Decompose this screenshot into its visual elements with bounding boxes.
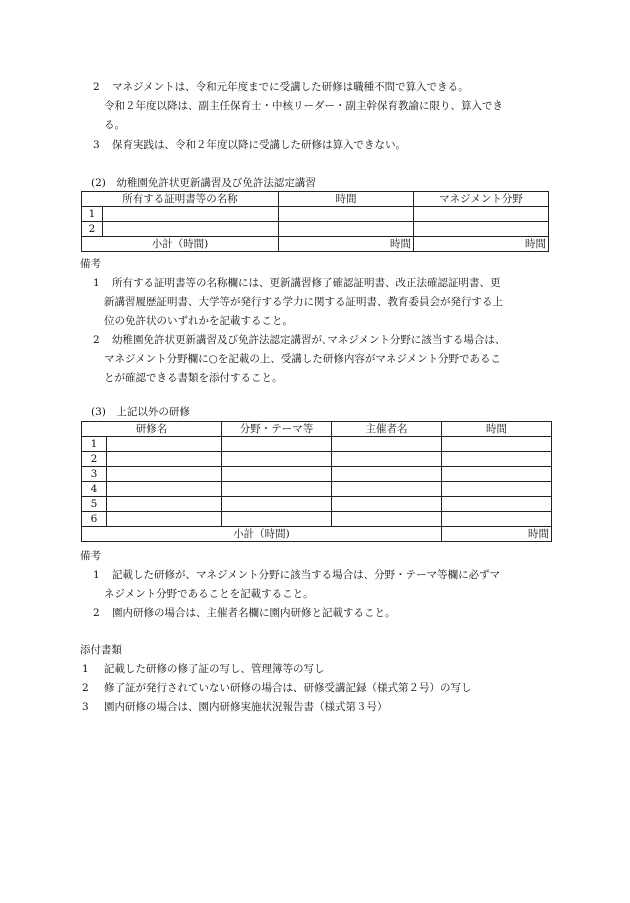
organizer-cell[interactable] [332, 437, 442, 452]
row-number: 2 [82, 222, 103, 237]
subtotal-label: 小計（時間) [82, 527, 442, 542]
header-organizer: 主催者名 [332, 422, 442, 437]
attachment-3-number: 3 [82, 701, 89, 713]
s2-remark-1-line2: 新講習履歴証明書、大学等が発行する学力に関する証明書、教育委員会が発行する上 [104, 296, 503, 308]
training-name-cell[interactable] [107, 452, 222, 467]
subtotal-management-unit: 時間 [414, 237, 549, 252]
cert-name-cell[interactable] [103, 222, 279, 237]
attachment-2-text: 修了証が発行されていない研修の場合は、研修受講記録（様式第２号）の写し [104, 682, 472, 694]
note-3-line1: 保育実践は、令和２年度以降に受講した研修は算入できない。 [112, 139, 406, 151]
note-3-number: 3 [93, 139, 100, 151]
section2-remarks-title: 備考 [80, 258, 101, 270]
organizer-cell[interactable] [332, 467, 442, 482]
subtotal-row [82, 527, 552, 542]
s2-remark-1-line3: 位の免許状のいずれかを記載すること。 [104, 315, 293, 327]
attachment-2-number: 2 [82, 682, 89, 694]
table-row [82, 467, 552, 482]
s3-remark-2-line1: 園内研修の場合は、主催者名欄に園内研修と記載すること。 [112, 607, 396, 619]
row-number: 5 [82, 497, 107, 512]
subtotal-label: 小計（時間) [82, 237, 279, 252]
row-number: 6 [82, 512, 107, 527]
hours-cell[interactable] [442, 437, 552, 452]
header-management: マネジメント分野 [414, 192, 549, 207]
note-2-line3: る。 [104, 119, 125, 131]
note-2-line1: マネジメントは、令和元年度までに受講した研修は職種不問で算入できる。 [112, 81, 469, 93]
row-number: 1 [82, 437, 107, 452]
hours-cell[interactable] [279, 207, 414, 222]
attachments-title: 添付書類 [80, 644, 122, 656]
table-row [82, 482, 552, 497]
table-row [82, 452, 552, 467]
section2-title: (2) 幼稚園免許状更新講習及び免許法認定講習 [91, 177, 316, 189]
hours-cell[interactable] [442, 512, 552, 527]
row-number: 4 [82, 482, 107, 497]
section3-table [81, 421, 552, 542]
training-name-cell[interactable] [107, 512, 222, 527]
attachment-1-number: 1 [82, 663, 89, 675]
organizer-cell[interactable] [332, 497, 442, 512]
attachment-3-text: 園内研修の場合は、園内研修実施状況報告書（様式第３号） [104, 701, 388, 713]
note-2-line2: 令和２年度以降は、副主任保育士・中核リーダー・副主幹保育教諭に限り、算入でき [104, 100, 503, 112]
attachment-1-text: 記載した研修の修了証の写し、管理簿等の写し [104, 663, 325, 675]
subtotal-hours-unit: 時間 [442, 527, 552, 542]
section2-table [81, 191, 549, 252]
table-header-row [82, 192, 549, 207]
section3-remarks-title: 備考 [80, 550, 101, 562]
row-number: 2 [82, 452, 107, 467]
training-name-cell[interactable] [107, 482, 222, 497]
field-theme-cell[interactable] [222, 452, 332, 467]
section3-title: (3) 上記以外の研修 [91, 406, 190, 418]
s2-remark-2-line1: 幼稚園免許状更新講習及び免許法認定講習が､マネジメント分野に該当する場合は、 [112, 334, 506, 346]
s3-remark-1-line1: 記載した研修が、マネジメント分野に該当する場合は、分野・テーマ等欄に必ずマ [112, 569, 501, 581]
header-field-theme: 分野・テーマ等 [222, 422, 332, 437]
training-name-cell[interactable] [107, 467, 222, 482]
header-hours: 時間 [442, 422, 552, 437]
table-row [82, 497, 552, 512]
cert-name-cell[interactable] [103, 207, 279, 222]
s2-remark-2-line2: マネジメント分野欄に○を記載の上、受講した研修内容がマネジメント分野であるこ [104, 353, 502, 365]
organizer-cell[interactable] [332, 452, 442, 467]
organizer-cell[interactable] [332, 482, 442, 497]
s2-remark-1-line1: 所有する証明書等の名称欄には、更新講習修了確認証明書、改正法確認証明書、更 [112, 277, 501, 289]
field-theme-cell[interactable] [222, 437, 332, 452]
management-cell[interactable] [414, 222, 549, 237]
management-cell[interactable] [414, 207, 549, 222]
note-2-number: 2 [93, 81, 100, 93]
subtotal-row [82, 237, 549, 252]
field-theme-cell[interactable] [222, 512, 332, 527]
header-cert-name: 所有する証明書等の名称 [82, 192, 279, 207]
header-training-name: 研修名 [82, 422, 222, 437]
table-header-row [82, 422, 552, 437]
hours-cell[interactable] [442, 467, 552, 482]
header-hours: 時間 [279, 192, 414, 207]
hours-cell[interactable] [442, 497, 552, 512]
training-name-cell[interactable] [107, 497, 222, 512]
hours-cell[interactable] [279, 222, 414, 237]
hours-cell[interactable] [442, 482, 552, 497]
organizer-cell[interactable] [332, 512, 442, 527]
table-row [82, 222, 549, 237]
table-row [82, 207, 549, 222]
field-theme-cell[interactable] [222, 497, 332, 512]
training-name-cell[interactable] [107, 437, 222, 452]
s2-remark-2-line3: とが確認できる書類を添付すること。 [104, 372, 283, 384]
s3-remark-1-number: 1 [93, 569, 100, 581]
hours-cell[interactable] [442, 452, 552, 467]
field-theme-cell[interactable] [222, 467, 332, 482]
table-row [82, 437, 552, 452]
row-number: 1 [82, 207, 103, 222]
field-theme-cell[interactable] [222, 482, 332, 497]
table-row [82, 512, 552, 527]
subtotal-hours-unit: 時間 [279, 237, 414, 252]
s2-remark-1-number: 1 [93, 277, 100, 289]
s3-remark-2-number: 2 [93, 607, 100, 619]
row-number: 3 [82, 467, 107, 482]
s2-remark-2-number: 2 [93, 334, 100, 346]
s3-remark-1-line2: ネジメント分野であることを記載すること。 [104, 588, 314, 600]
